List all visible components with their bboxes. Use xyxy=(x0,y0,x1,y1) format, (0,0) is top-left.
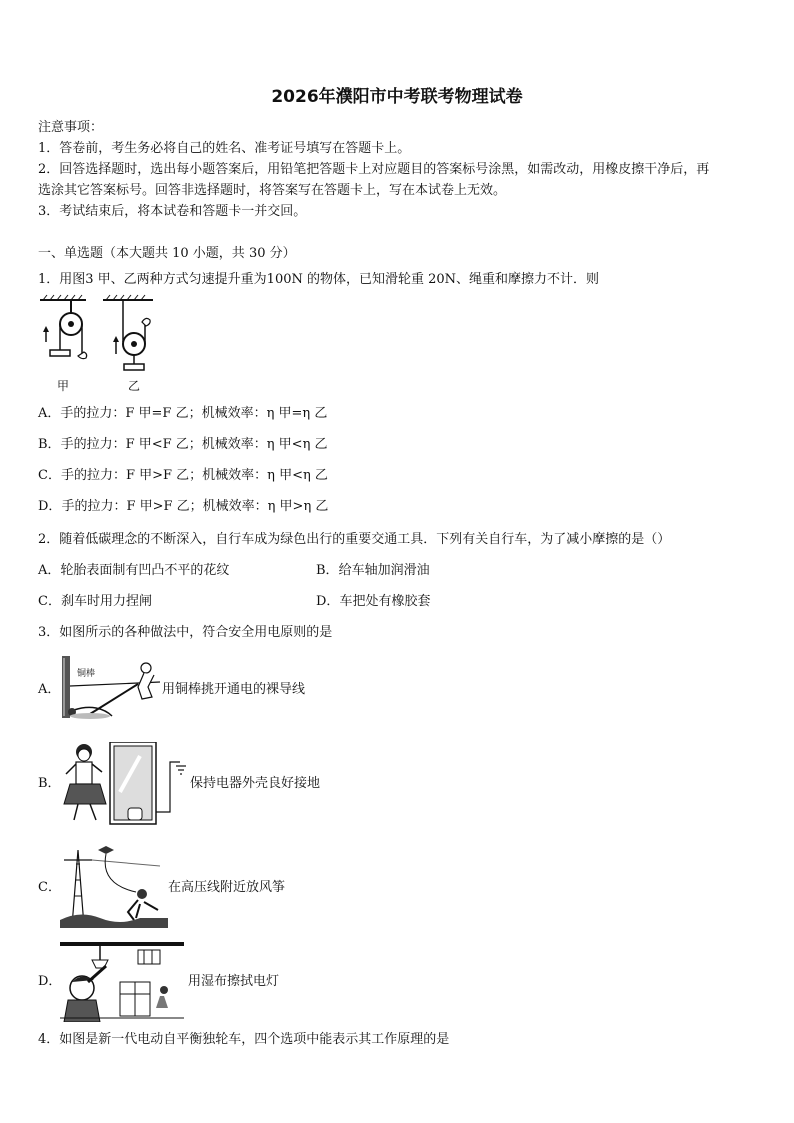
q3-option-c-figure xyxy=(60,846,168,930)
q3-option-d-letter[interactable]: D． xyxy=(38,974,62,989)
q3-option-a-text[interactable]: 用铜棒挑开通电的裸导线 xyxy=(162,682,306,697)
notice-item-2-cont: 选涂其它答案标号。回答非选择题时，将答案写在答题卡上，写在本试卷上无效。 xyxy=(38,183,507,198)
q1-stem: 1．用图3 甲、乙两种方式匀速提升重为100N 的物体，已知滑轮重 20N、绳重和摩擦力不计．则 xyxy=(38,272,600,287)
notice-heading: 注意事项： xyxy=(38,120,104,135)
notice-item-2: 2．回答选择题时，选出每小题答案后，用铅笔把答题卡上对应题目的答案标号涂黑，如需改动，用橡皮擦干净后，再 xyxy=(38,162,710,177)
q4-stem: 4．如图是新一代电动自平衡独轮车，四个选项中能表示其工作原理的是 xyxy=(38,1032,450,1047)
q3-option-b-letter[interactable]: B． xyxy=(38,776,61,791)
q1-option-c[interactable]: C．手的拉力：F 甲>F 乙；机械效率：η 甲<η 乙 xyxy=(38,468,328,483)
q3-option-d-text[interactable]: 用湿布擦拭电灯 xyxy=(188,974,280,989)
page-title: 2026年濮阳市中考联考物理试卷 xyxy=(271,87,523,107)
q2-option-a[interactable]: A．轮胎表面制有凹凸不平的花纹 xyxy=(38,563,230,578)
notice-item-3: 3．考试结束后，将本试卷和答题卡一并交回。 xyxy=(38,204,307,219)
q1-option-b[interactable]: B．手的拉力：F 甲<F 乙；机械效率：η 甲<η 乙 xyxy=(38,437,328,452)
notice-item-1: 1．答卷前，考生务必将自己的姓名、准考证号填写在答题卡上。 xyxy=(38,141,411,156)
q1-fig-label-yi: 乙 xyxy=(128,379,141,393)
q2-option-b[interactable]: B．给车轴加润滑油 xyxy=(316,563,430,578)
q1-option-d[interactable]: D．手的拉力：F 甲>F 乙；机械效率：η 甲>η 乙 xyxy=(38,499,329,514)
q2-stem: 2．随着低碳理念的不断深入，自行车成为绿色出行的重要交通工具．下列有关自行车，为了减小摩擦的是（） xyxy=(38,532,671,547)
q3-stem: 3．如图所示的各种做法中，符合安全用电原则的是 xyxy=(38,625,333,640)
q1-option-a[interactable]: A．手的拉力：F 甲=F 乙；机械效率：η 甲=η 乙 xyxy=(38,406,328,421)
q3-option-a-figure xyxy=(60,656,164,720)
q3-option-a-fig-label: 铜棒 xyxy=(77,669,96,679)
q3-option-c-text[interactable]: 在高压线附近放风筝 xyxy=(168,880,286,895)
q2-option-c[interactable]: C．刹车时用力捏闸 xyxy=(38,594,152,609)
q1-fig-label-jia: 甲 xyxy=(57,379,70,393)
section-heading: 一、单选题（本大题共 10 小题，共 30 分） xyxy=(38,246,296,261)
q3-option-b-figure xyxy=(60,742,190,826)
q3-option-c-letter[interactable]: C． xyxy=(38,880,61,895)
q3-option-a-letter[interactable]: A． xyxy=(38,682,61,697)
q3-option-b-text[interactable]: 保持电器外壳良好接地 xyxy=(190,776,321,791)
q3-option-d-figure xyxy=(60,942,184,1022)
q2-option-d[interactable]: D．车把处有橡胶套 xyxy=(316,594,431,609)
